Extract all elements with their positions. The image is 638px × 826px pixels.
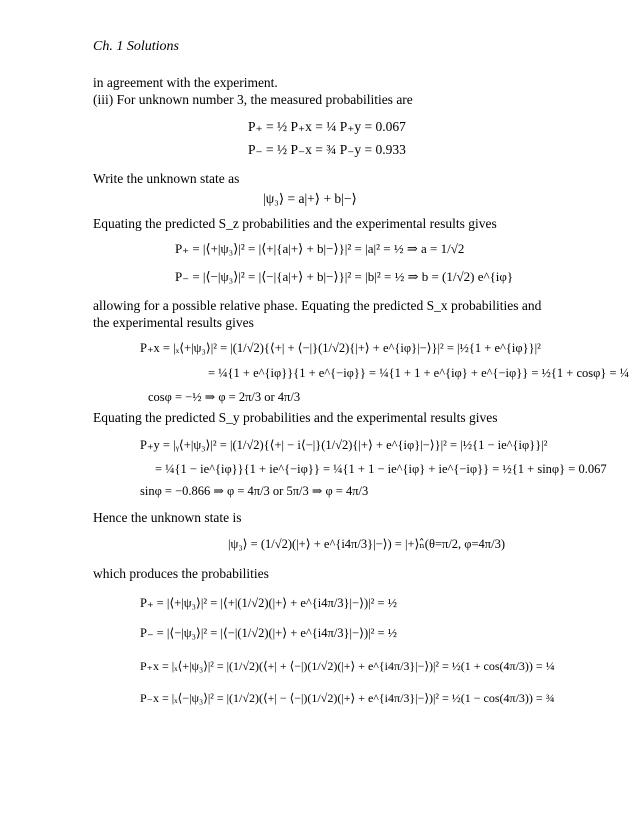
final-equation-minus: P₋ = |⟨−|ψ₃⟩|² = |⟨−|(1/√2)(|+⟩ + e^{i4π/3}|−⟩)|² = ½ xyxy=(140,626,398,640)
final-equation-minus-x: P₋x = |ₓ⟨−|ψ₃⟩|² = |(1/√2)(⟨+| − ⟨−|)(1/√2)(|+⟩ + e^{i4π/3}|−⟩)|² = ½(1 − cos(4π/3)) = ¾ xyxy=(140,691,555,705)
write-state-text: Write the unknown state as xyxy=(93,171,240,186)
prob-row-plus: P₊ = ½ P₊x = ¼ P₊y = 0.067 xyxy=(248,119,406,134)
produces-text: which produces the probabilities xyxy=(93,566,269,581)
state-equation: |ψ₃⟩ = a|+⟩ + b|−⟩ xyxy=(263,191,357,206)
final-state-equation: |ψ₃⟩ = (1/√2)(|+⟩ + e^{i4π/3}|−⟩) = |+⟩ₙ̂(θ=π/2, φ=4π/3) xyxy=(228,537,506,551)
final-equation-plus: P₊ = |⟨+|ψ₃⟩|² = |⟨+|(1/√2)(|+⟩ + e^{i4π/3}|−⟩)|² = ½ xyxy=(140,596,398,610)
hence-text: Hence the unknown state is xyxy=(93,510,242,525)
z-equation-plus: P₊ = |⟨+|ψ₃⟩|² = |⟨+|{a|+⟩ + b|−⟩}|² = |a|² = ½ ⇒ a = 1/√2 xyxy=(175,241,465,256)
z-equation-minus: P₋ = |⟨−|ψ₃⟩|² = |⟨−|{a|+⟩ + b|−⟩}|² = |b|² = ½ ⇒ b = (1/√2) e^{iφ} xyxy=(175,269,514,284)
x-equation-2: = ¼{1 + e^{iφ}}{1 + e^{−iφ}} = ¼{1 + 1 + e^{iφ} + e^{−iφ}} = ½{1 + cosφ} = ¼ xyxy=(208,366,629,380)
y-equation-3: sinφ = −0.866 ⇒ φ = 4π/3 or 5π/3 ⇒ φ = 4π/3 xyxy=(140,484,369,498)
intro-line-2: (iii) For unknown number 3, the measured probabilities are xyxy=(93,92,413,107)
final-equation-plus-x: P₊x = |ₓ⟨+|ψ₃⟩|² = |(1/√2)(⟨+| + ⟨−|)(1/√2)(|+⟩ + e^{i4π/3}|−⟩)|² = ½(1 + cos(4π/3)) = ¼ xyxy=(140,659,555,673)
y-equation-2: = ¼{1 − ie^{iφ}}{1 + ie^{−iφ}} = ¼{1 + 1 − ie^{iφ} + ie^{−iφ}} = ½{1 + sinφ} = 0.067 xyxy=(155,462,607,476)
x-equation-1: P₊x = |ₓ⟨+|ψ₃⟩|² = |(1/√2){⟨+| + ⟨−|}(1/√2){|+⟩ + e^{iφ}|−⟩}|² = |½{1 + e^{iφ}}|² xyxy=(140,341,541,355)
equating-z-text: Equating the predicted S_z probabilities and the experimental results gives xyxy=(93,216,497,231)
prob-row-minus: P₋ = ½ P₋x = ¾ P₋y = 0.933 xyxy=(248,142,406,157)
equating-x-text: allowing for a possible relative phase. Equating the predicted S_x probabilities and the experimental results gives xyxy=(93,298,542,330)
equating-y-text: Equating the predicted S_y probabilities and the experimental results gives xyxy=(93,410,498,425)
intro-line-1: in agreement with the experiment. xyxy=(93,75,278,90)
x-equation-3: cosφ = −½ ⇒ φ = 2π/3 or 4π/3 xyxy=(148,390,301,404)
page-header: Ch. 1 Solutions xyxy=(93,39,179,54)
y-equation-1: P₊y = |ᵧ⟨+|ψ₃⟩|² = |(1/√2){⟨+| − i⟨−|}(1/√2){|+⟩ + e^{iφ}|−⟩}|² = |½{1 − ie^{iφ}}|² xyxy=(140,438,548,452)
